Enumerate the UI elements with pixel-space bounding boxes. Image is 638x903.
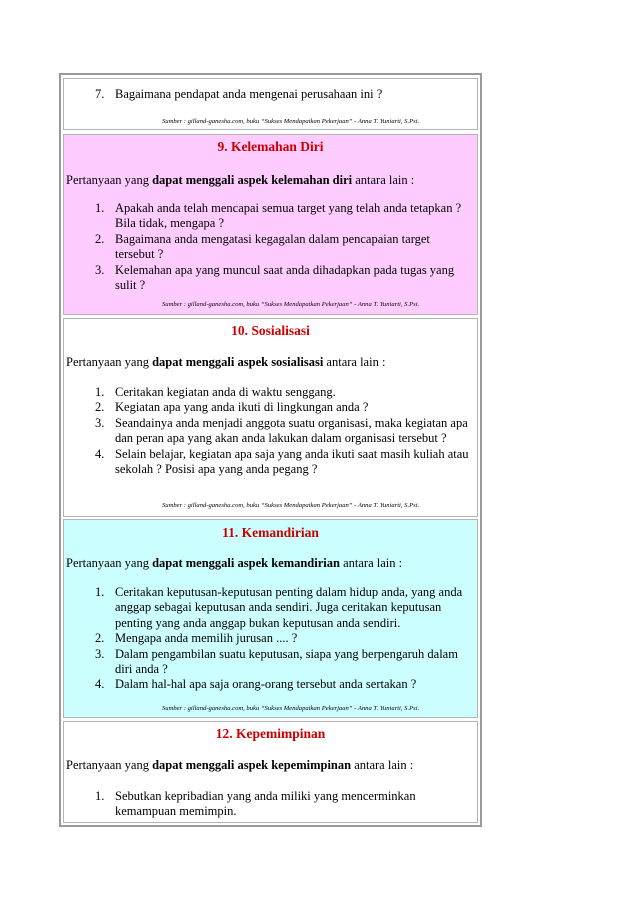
list-item: 2. Bagaimana anda mengatasi kegagalan dalam pencapaian target tersebut ? xyxy=(95,231,430,262)
list-item: 3. Seandainya anda menjadi anggota suatu organisasi, maka kegiatan apa dan peran apa yang akan anda lakukan dalam organisasi tersebut ? xyxy=(95,415,468,446)
list-item: 4. Dalam hal-hal apa saja orang-orang tersebut anda sertakan ? xyxy=(95,677,417,692)
question-list xyxy=(64,201,477,293)
item-number: 7. xyxy=(95,87,105,101)
section-kepemimpinan xyxy=(63,721,478,823)
section-kelemahan-diri xyxy=(63,134,478,315)
list-item: 1. Ceritakan keputusan-keputusan penting dalam hidup anda, yang anda anggap sebagai keputusan anda sendiri. Juga ceritakan keputusan penting yang anda anggap bukan keputusan anda sendiri. xyxy=(95,585,463,630)
source-note: Sumber : gilland-ganesha.com, buku “Sukses Mendapatkan Pekerjaan” - Anna T. Yuniarti, S.Psi. xyxy=(162,705,420,712)
question-list xyxy=(64,385,477,477)
section-title: 11. Kemandirian xyxy=(222,525,319,540)
section-sosialisasi xyxy=(63,318,478,517)
section-kemandirian xyxy=(63,519,478,718)
list-item: 1. Apakah anda telah mencapai semua target yang telah anda tetapkan ? Bila tidak, mengapa ? xyxy=(95,201,462,231)
section-intro: Pertanyaan yang dapat menggali aspek kepemimpinan antara lain : xyxy=(66,758,414,772)
question-list xyxy=(64,585,477,693)
section-intro: Pertanyaan yang dapat menggali aspek kelemahan diri antara lain : xyxy=(66,173,415,187)
question-list xyxy=(64,789,477,820)
list-item: 1. Ceritakan kegiatan anda di waktu senggang. xyxy=(95,385,336,399)
section-title: 10. Sosialisasi xyxy=(231,323,310,338)
section-intro: Pertanyaan yang dapat menggali aspek sosialisasi antara lain : xyxy=(66,355,386,369)
list-item: 3. Dalam pengambilan suatu keputusan, siapa yang berpengaruh dalam diri anda ? xyxy=(95,646,458,677)
question-list xyxy=(64,87,477,102)
source-note: Sumber : gilland-ganesha.com, buku “Sukses Mendapatkan Pekerjaan” - Anna T. Yuniarti, S.Psi. xyxy=(162,301,420,308)
item-text: Bagaimana pendapat anda mengenai perusahaan ini ? xyxy=(115,87,383,101)
source-note: Sumber : gilland-ganesha.com, buku “Sukses Mendapatkan Pekerjaan” - Anna T. Yuniarti, S.Psi. xyxy=(162,502,420,509)
section-title: 12. Kepemimpinan xyxy=(215,726,326,741)
list-item xyxy=(64,87,477,102)
list-item: 4. Selain belajar, kegiatan apa saja yang anda ikuti saat masih kuliah atau sekolah ? Posisi apa yang anda pegang ? xyxy=(95,446,469,477)
section-title: 9. Kelemahan Diri xyxy=(217,139,324,154)
list-item: 3. Kelemahan apa yang muncul saat anda dihadapkan pada tugas yang sulit ? xyxy=(95,262,455,293)
list-item: 2. Kegiatan apa yang anda ikuti di lingkungan anda ? xyxy=(95,400,369,415)
list-item: 1. Sebutkan kepribadian yang anda miliki yang mencerminkan kemampuan memimpin. xyxy=(95,789,416,819)
list-item: 2. Mengapa anda memilih jurusan .... ? xyxy=(95,631,298,646)
source-note: Sumber : gilland-ganesha.com, buku “Sukses Mendapatkan Pekerjaan” - Anna T. Yuniarti, S.Psi. xyxy=(162,118,420,125)
section-8-tail xyxy=(63,78,478,130)
section-intro: Pertanyaan yang dapat menggali aspek kemandirian antara lain : xyxy=(66,556,403,570)
